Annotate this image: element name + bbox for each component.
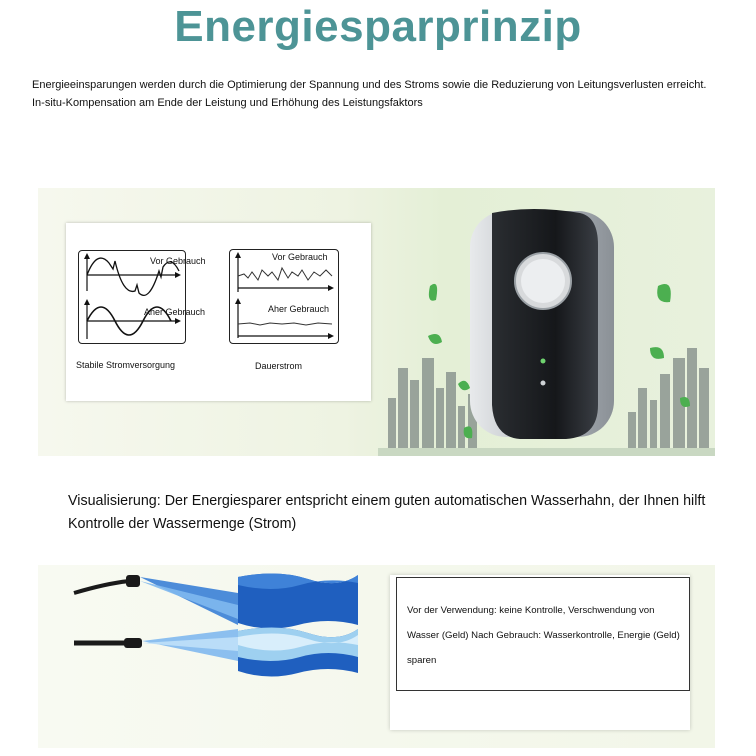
water-tap-illustration — [38, 565, 715, 748]
comparison-text: Vor der Verwendung: keine Kontrolle, Verschwendung von Wasser (Geld) Nach Gebrauch: Wasserkontrolle, Energie (Geld) sparen — [396, 577, 690, 691]
visualization-line-1: Visualisierung: Der Energiesparer entspricht einem guten automatischen Wasserhahn, der Ihnen hilft — [68, 493, 706, 509]
intro-text — [32, 76, 747, 112]
comparison-card — [390, 575, 690, 730]
left-before-label: Vor Gebrauch — [150, 256, 206, 266]
right-caption: Dauerstrom — [255, 361, 303, 371]
left-caption: Stabile Stromversorgung — [76, 360, 176, 370]
right-after-label: Aher Gebrauch — [268, 304, 330, 314]
continuous-current-diagram — [229, 249, 339, 344]
visualization-line-2: Kontrolle der Wassermenge (Strom) — [68, 516, 297, 532]
left-after-label: Aher Gebrauch — [144, 307, 206, 317]
right-before-label: Vor Gebrauch — [272, 252, 328, 262]
water-flow-graphic — [38, 565, 378, 748]
waveform-card — [66, 223, 371, 401]
intro-line-2: In-situ-Kompensation am Ende der Leistung und Erhöhung des Leistungsfaktors — [32, 97, 423, 109]
energy-saver-device — [470, 205, 614, 443]
intro-line-1: Energieeinsparungen werden durch die Optimierung der Spannung und des Stroms sowie die Reduzierung von Leitungsverlusten erreicht. — [32, 79, 707, 91]
visualization-text — [68, 490, 756, 536]
page-title: Energiesparprinzip — [174, 2, 582, 51]
energy-saver-illustration — [38, 188, 715, 456]
continuous-current-waves — [230, 250, 338, 343]
